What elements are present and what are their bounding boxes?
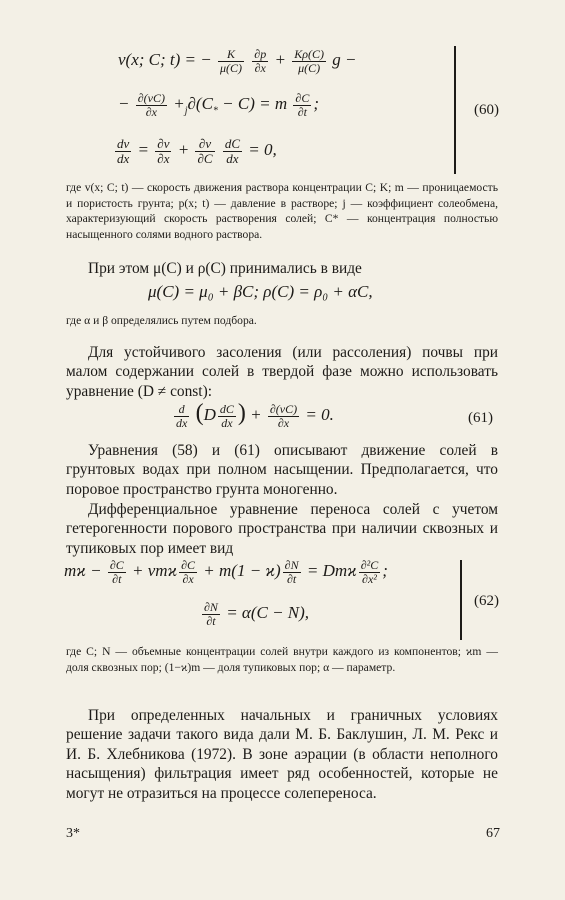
paragraph-mu-rho: При этом μ(C) и ρ(C) принимались в виде (88, 260, 362, 277)
note-alpha-beta: где α и β определялись путем подбора. (66, 314, 257, 327)
page-number: 67 (486, 826, 500, 841)
equation-60-line-2: − $\frac{\partial(vC)}{\partial x}$ $+_j\partial(C_* - C) = m$ $\frac{\partial C}{\partial t}$ ; (118, 91, 320, 119)
paragraph-final: При определенных начальных и граничных условиях решение задачи такого вида дали М. Б. Баклушин, Л. М. Рекс и И. Б. Хлебникова (1972). В зоне аэрации (в области неполного насыщения) фильтрация имеет ряд особенностей, которые не могут не отразиться на процессе солепереноса. (66, 707, 498, 802)
legend-60: где v(x; C; t) — скорость движения раствора концентрации C; K; m — проницаемость и пористость грунта; p(x; t) — давление в растворе; j — коэффициент солеобмена, характеризующий скорость растворения солей; C* — концентрация полностью насыщенного солями водного раствора. (66, 181, 498, 241)
formula-mu-rho: μ(C) = μ₀ + βC; ρ(C) = ρ₀ + αC, (148, 282, 373, 301)
paragraph-stable-salinization: Для устойчивого засоления (или рассоления) почвы при малом содержании солей в твердой фазе можно использовать уравнение (D ≠ const): (66, 344, 498, 400)
legend-62: где C; N — объемные концентрации солей внутри каждого из компонентов; ϰm — доля сквозных пор; (1−ϰ)m — доля тупиковых пор; α — параметр. (66, 645, 498, 674)
equation-62-line-2: $\frac{\partial N}{\partial t}$ = α(C − N), (204, 600, 310, 628)
equation-62-line-1: mϰ − $\frac{\partial C}{\partial t}$ + vmϰ $\frac{\partial C}{\partial x}$ + m(1 − ϰ) $\frac{\partial N}{\partial t}$ = Dmϰ $\frac{\text{∂²C}}{\text{∂x²}}$ ; (64, 558, 388, 586)
paragraph-equations-58-61: Уравнения (58) и (61) описывают движение солей в грунтовых водах при полном насыщении. Предполагается, что поровое пространство грунта моногенно. (66, 442, 498, 498)
paragraph-differential: Дифференциальное уравнение переноса солей с учетом гетерогенности порового пространства при наличии сквозных и тупиковых пор имеет вид (66, 501, 498, 557)
equation-60-number: (60) (474, 102, 499, 118)
equation-60-line-1: v(x; C; t) = − $\frac{K}{\mu(C)}$ $\frac{\partial p}{\partial x}$ + $\frac{K\rho(C)}{\mu(C)}$ g − (118, 47, 357, 75)
equation-62-brace (460, 560, 462, 640)
equation-60-brace (454, 46, 456, 174)
equation-61: $\frac{d}{dx}$ (D $\frac{dC}{dx}$ ) + $\frac{\partial(vC)}{\partial x}$ = 0. (176, 400, 334, 430)
equation-62-number: (62) (474, 593, 499, 609)
equation-61-number: (61) (468, 410, 493, 426)
equation-60-line-3: $\frac{dv}{dx}$ = $\frac{\partial v}{\partial x}$ + $\frac{\partial v}{\partial C}$ $\frac{dC}{dx}$ = 0, (117, 136, 277, 166)
signature-mark: 3* (66, 826, 80, 841)
